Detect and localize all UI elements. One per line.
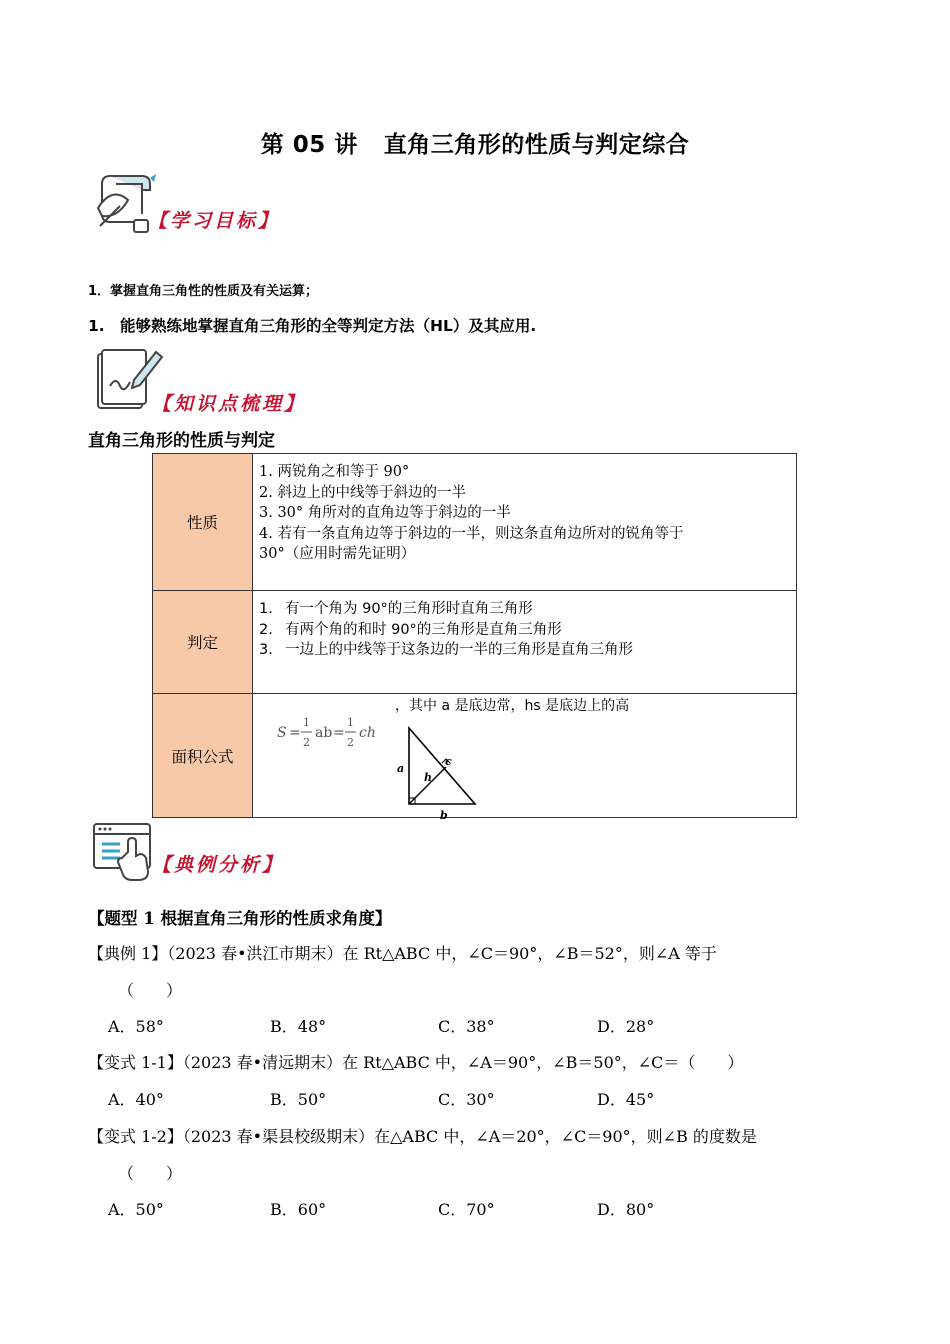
goal-item-1: 1．掌握直角三角性的性质及有关运算； — [88, 284, 319, 299]
svg-text:ab: ab — [315, 725, 333, 741]
property-line-1: 1. 两锐角之和等于 90° — [259, 464, 410, 480]
question-2-option-d: D．45° — [597, 1090, 655, 1109]
svg-text:1: 1 — [347, 716, 354, 729]
knowledge-banner: 【知识点梳理】 — [152, 393, 307, 415]
question-3-option-d: D．80° — [597, 1200, 655, 1219]
question-1-option-c: C．38° — [438, 1017, 495, 1036]
properties-content — [253, 454, 797, 591]
browser-pointer-icon — [92, 822, 156, 884]
question-1-option-d: D．28° — [597, 1017, 655, 1036]
knowledge-table — [152, 453, 797, 822]
question-1-option-b: B．48° — [270, 1017, 327, 1036]
question-3-option-a: A．50° — [108, 1200, 164, 1219]
property-line-2: 2. 斜边上的中线等于斜边的一半 — [259, 484, 466, 501]
label-c: c — [445, 755, 452, 768]
property-line-3: 3. 30° 角所对的直角边等于斜边的一半 — [259, 505, 511, 521]
page-title — [0, 126, 950, 159]
lecture-number: 第 05 讲 — [260, 132, 358, 158]
criteria-item: 1. 有一个角为 90°的三角形时直角三角形 — [259, 601, 533, 617]
row-header-criteria: 判定 — [153, 591, 253, 694]
question-3-option-c: C．70° — [438, 1200, 495, 1219]
svg-text:ch: ch — [359, 725, 376, 741]
goal-item-2 — [88, 314, 536, 336]
property-line-5: 30°（应用时需先证明） — [259, 546, 416, 562]
criteria-item: 2. 有两个角的和时 90°的三角形是直角三角形 — [259, 621, 562, 638]
criteria-item: 3. 一边上的中线等于这条边的一半的三角形是直角三角形 — [259, 642, 633, 658]
row-header-area: 面积公式 — [153, 694, 253, 818]
svg-text:=: = — [289, 725, 301, 741]
label-h: h — [424, 771, 432, 784]
label-a: a — [397, 762, 405, 775]
lecture-topic: 直角三角形的性质与判定综合 — [383, 132, 690, 158]
label-b: b — [440, 809, 448, 822]
area-content — [253, 694, 797, 822]
table-row-criteria — [153, 591, 797, 694]
question-3-blank: （ ） — [118, 1164, 183, 1183]
svg-text:1: 1 — [303, 716, 310, 729]
examples-banner: 【典例分析】 — [152, 854, 285, 876]
table-row-area — [153, 694, 797, 818]
svg-text:=: = — [333, 725, 345, 741]
question-1-option-a: A．58° — [108, 1017, 164, 1036]
area-formula — [275, 706, 387, 756]
goal-item-2-number: 1. — [88, 317, 105, 335]
question-1-stem: 【典例 1】（2023 春•洪江市期末）在 Rt△ABC 中，∠C＝90°，∠B＝52°，则∠A 等于 — [88, 944, 717, 963]
svg-text:2: 2 — [347, 736, 354, 749]
area-note: ，其中 a 是底边常，hs 是底边上的高 — [395, 698, 630, 714]
section-heading: 直角三角形的性质与判定 — [88, 431, 275, 451]
question-2-option-b: B．50° — [270, 1090, 327, 1109]
row-header-properties: 性质 — [153, 454, 253, 591]
criteria-content — [253, 591, 797, 694]
question-2-option-c: C．30° — [438, 1090, 495, 1109]
goals-banner: 【学习目标】 — [148, 210, 281, 232]
question-2-stem: 【变式 1-1】（2023 春•清远期末）在 Rt△ABC 中，∠A＝90°，∠B＝50°，∠C＝（ ） — [88, 1053, 744, 1072]
svg-text:S: S — [277, 725, 287, 741]
property-line-4: 4. 若有一条直角边等于斜边的一半，则这条直角边所对的锐角等于 — [259, 525, 684, 542]
question-1-blank: （ ） — [118, 981, 183, 1000]
svg-text:2: 2 — [303, 736, 310, 749]
question-3-stem: 【变式 1-2】（2023 春•渠县校级期末）在△ABC 中，∠A＝20°，∠C＝90°，则∠B 的度数是 — [88, 1127, 757, 1146]
question-3-option-b: B．60° — [270, 1200, 327, 1219]
question-type-heading: 【题型 1 根据直角三角形的性质求角度】 — [88, 909, 392, 928]
right-triangle-figure — [393, 722, 493, 822]
goal-item-2-text: 能够熟练地掌握直角三角形的全等判定方法（HL）及其应用. — [120, 317, 537, 335]
table-row-properties — [153, 454, 797, 591]
question-2-option-a: A．40° — [108, 1090, 164, 1109]
